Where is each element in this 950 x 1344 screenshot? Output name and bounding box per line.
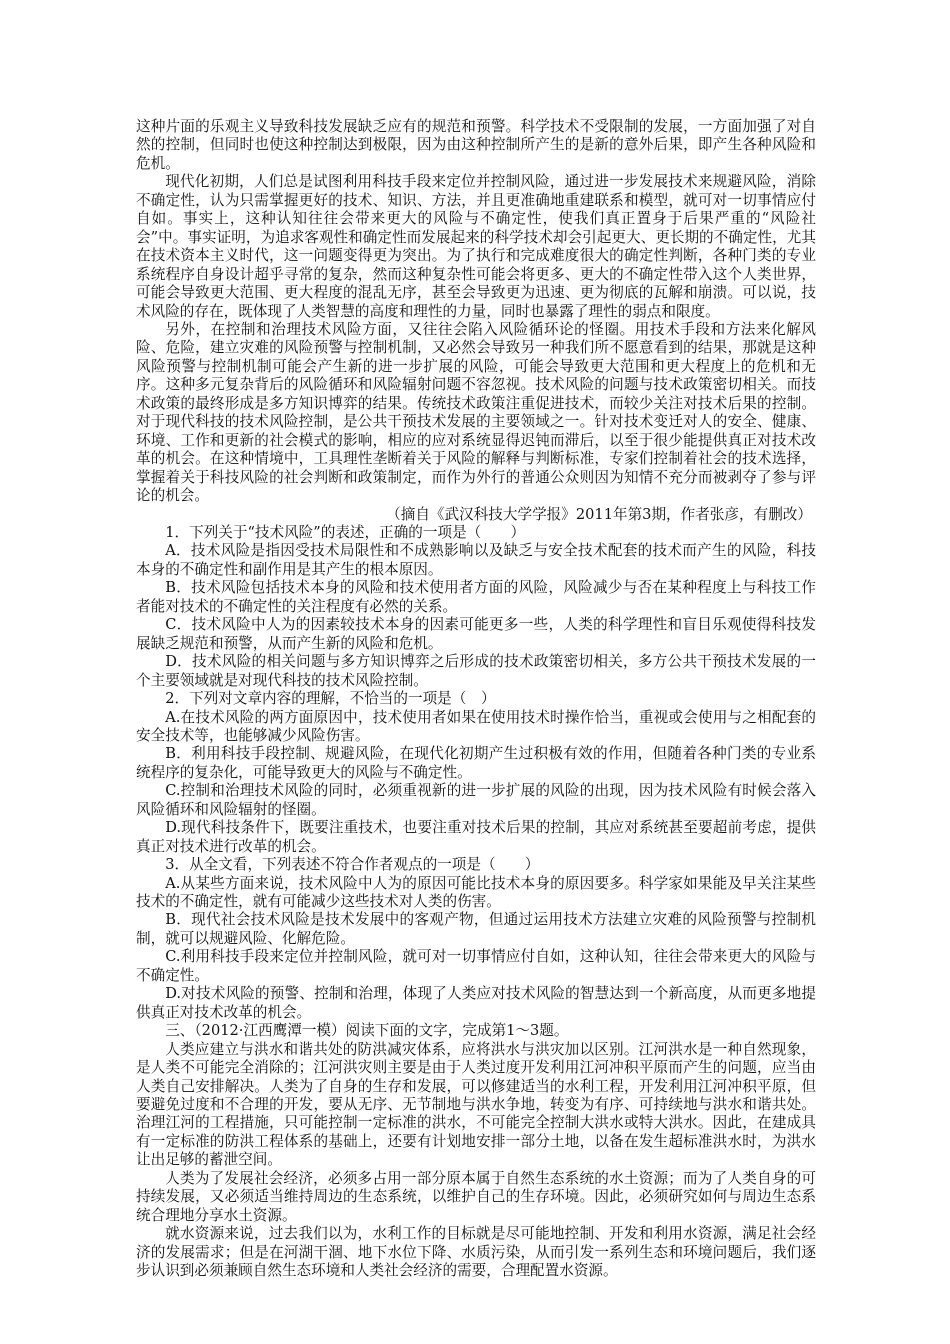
question-2-option-c: C.控制和治理技术风险的同时，必须重视新的进一步扩展的风险的出现，因为技术风险有时候会落入风险循环和风险辐射的怪圈。 [136,782,816,818]
question-1-option-c: C．技术风险中人为的因素较技术本身的因素可能更多一些，人类的科学理性和盲目乐观使得科技发展缺乏规范和预警，从而产生新的风险和危机。 [136,616,816,652]
question-1-option-d: D．技术风险的相关问题与多方知识博弈之后形成的技术政策密切相关，多方公共干预技术发展的一个主要领域就是对现代科技的技术风险控制。 [136,653,816,689]
question-1-option-a: A．技术风险是指因受技术局限性和不成熟影响以及缺乏与安全技术配套的技术而产生的风险，科技本身的不确定性和副作用是其产生的根本原因。 [136,542,816,578]
article-source: （摘自《武汉科技大学学报》2011年第3期，作者张彦，有删改） [386,505,812,523]
article-paragraph: 就水资源来说，过去我们以为，水利工作的目标就是尽可能地控制、开发和利用水资源，满足社会经济的发展需求；但是在河湖干涸、地下水位下降、水质污染，从而引发一系列生态和环境问题后，我们逐步认识到必须兼顾自然生态环境和人类社会经济的需要，合理配置水资源。 [136,1225,816,1280]
article-paragraph: 人类为了发展社会经济，必须多占用一部分原本属于自然生态系统的水土资源；而为了人类自身的可持续发展，又必须适当维持周边的生态系统，以维护自己的生存环境。因此，必须研究如何与周边生态系统合理地分享水土资源。 [136,1169,816,1224]
question-2-stem: 2．下列对文章内容的理解，不恰当的一项是（ ） [165,690,496,708]
question-3-option-d: D.对技术风险的预警、控制和治理，体现了人类应对技术风险的智慧达到一个新高度，从而更多地提供真正对技术改革的机会。 [136,985,816,1021]
question-2-option-b: B．利用科技手段控制、规避风险，在现代化初期产生过积极有效的作用，但随着各种门类的专业系统程序的复杂化，可能导致更大的风险与不确定性。 [136,745,816,781]
section-heading: 三、（2012·江西鹰潭一模）阅读下面的文字，完成第1～3题。 [165,1022,569,1040]
question-3-option-a: A.从某些方面来说，技术风险中人为的原因可能比技术本身的原因要多。科学家如果能及早关注某些技术的不确定性，就有可能减少这些技术对人类的伤害。 [136,874,816,911]
question-2-option-d: D.现代科技条件下，既要注重技术，也要注重对技术后果的控制，其应对系统甚至要超前考虑，提供真正对技术进行改革的机会。 [136,819,816,855]
article-paragraph: 另外，在控制和治理技术风险方面，又往往会陷入风险循环论的怪圈。用技术手段和方法来化解风险、危险，建立灾难的风险预警与控制机制，又必然会导致另一种我们所不愿意看到的结果，那就是这种风险预警与控制机制可能会产生新的进一步扩展的风险，可能会导致更大范围和更大程度上的危机和无序。这种多元复杂背后的风险循环和风险辐射问题不容忽视。技术风险的问题与技术政策密切相关。而技术政策的最终形成是多方知识博弈的结果。传统技术政策注重促进技术，而较少关注对技术后果的控制。对于现代科技的技术风险控制，是公共干预技术发展的主要领域之一。针对技术变迁对人的安全、健康、环境、工作和更新的社会模式的影响，相应的应对系统显得迟钝而滞后，以至于很少能提供真正对技术改革的机会。在这种情境中，工具理性垄断着关于风险的解释与判断标准，专家们控制着社会的技术选择，掌握着关于科技风险的社会判断和政策制定，而作为外行的普通公众则因为知情不充分而被剥夺了参与评论的机会。 [136,320,816,505]
question-1-stem: 1．下列关于“技术风险”的表述，正确的一项是（ ） [165,523,526,541]
question-2-option-a: A.在技术风险的两方面原因中，技术使用者如果在使用技术时操作恰当，重视或会使用与之相配套的安全技术等，也能够减少风险伤害。 [136,708,816,744]
document-page [136,118,816,1281]
article-paragraph: 人类应建立与洪水和谐共处的防洪减灾体系，应将洪水与洪灾加以区别。江河洪水是一种自然现象，是人类不可能完全消除的；江河洪灾则主要是由于人类过度开发利用江河冲积平原而产生的问题，应当由人类自己安排解决。人类为了自身的生存和发展，可以修建适当的水利工程，开发利用江河冲积平原，但要避免过度和不合理的开发，要从无序、无节制地与洪水争地，转变为有序、可持续地与洪水和谐共处。治理江河的工程措施，只可能控制一定标准的洪水，不可能完全控制大洪水或特大洪水。因此，在建成具有一定标准的防洪工程体系的基础上，还要有计划地安排一部分土地，以备在发生超标准洪水时，为洪水让出足够的蓄泄空间。 [136,1040,816,1169]
question-1-option-b: B．技术风险包括技术本身的风险和技术使用者方面的风险，风险减少与否在某种程度上与科技工作者能对技术的不确定性的关注程度有必然的关系。 [136,579,816,615]
article-paragraph: 这种片面的乐观主义导致科技发展缺乏应有的规范和预警。科学技术不受限制的发展，一方面加强了对自然的控制，但同时也使这种控制达到极限，因为由这种控制所产生的是新的意外后果，即产生各种风险和危机。 [136,118,816,172]
article-paragraph: 现代化初期，人们总是试图利用科技手段来定位并控制风险，通过进一步发展技术来规避风险，消除不确定性，认为只需掌握更好的技术、知识、方法，并且更准确地重建联系和模型，就可对一切事情应付自如。事实上，这种认知往往会带来更大的风险与不确定性，使我们真正置身于后果严重的“风险社会”中。事实证明，为追求客观性和确定性而发展起来的科学技术却会引起更大、更长期的不确定性，尤其在技术资本主义时代，这一问题变得更为突出。为了执行和完成难度很大的确定性判断，各种门类的专业系统程序自身设计超乎寻常的复杂，然而这种复杂性可能会将更多、更大的不确定性带入这个人类世界，可能会导致更大范围、更大程度的混乱无序，甚至会导致更为迅速、更为彻底的瓦解和崩溃。可以说，技术风险的存在，既体现了人类智慧的高度和理性的力量，同时也暴露了理性的弱点和限度。 [136,173,816,320]
question-3-option-b: B．现代社会技术风险是技术发展中的客观产物，但通过运用技术方法建立灾难的风险预警与控制机制，就可以规避风险、化解危险。 [136,911,816,947]
question-3-stem: 3．从全文看，下列表述不符合作者观点的一项是（ ） [165,856,540,874]
question-3-option-c: C.利用科技手段来定位并控制风险，就可对一切事情应付自如，这种认知，往往会带来更大的风险与不确定性。 [136,948,816,984]
